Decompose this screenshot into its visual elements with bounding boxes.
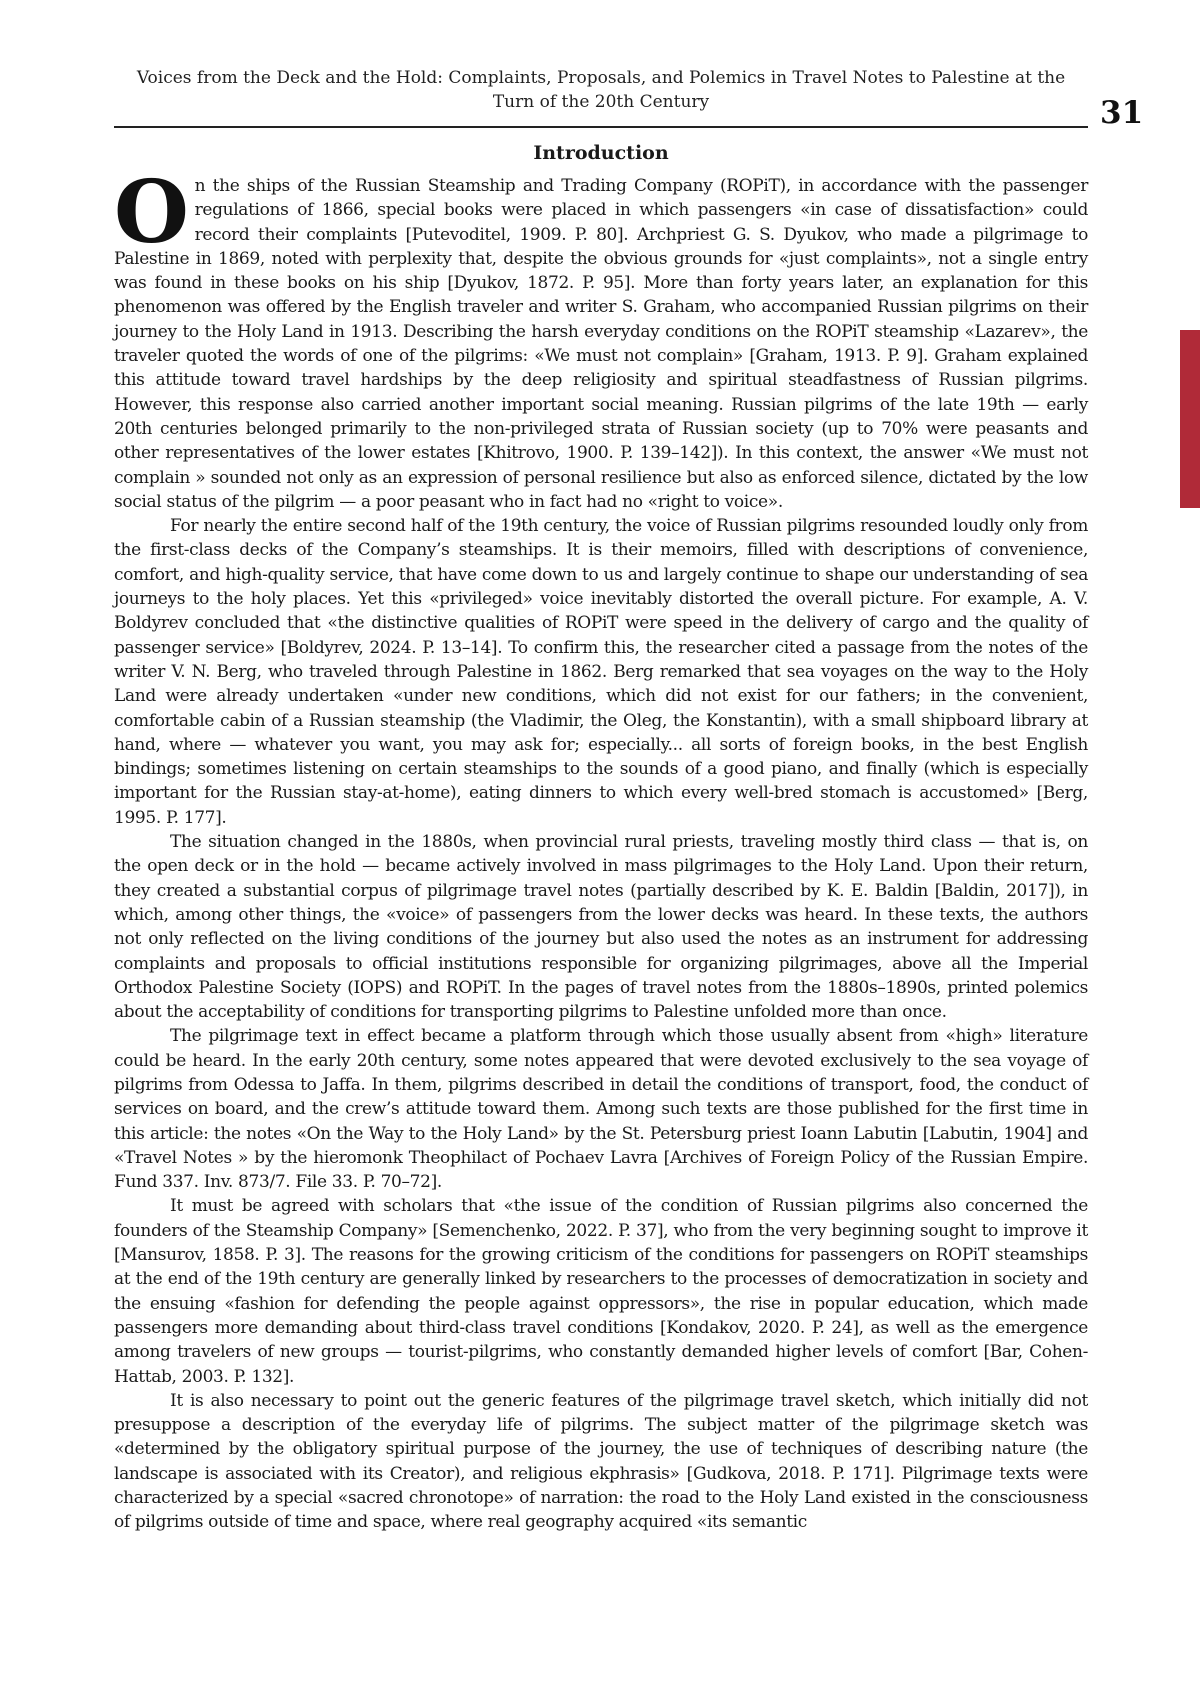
drop-cap: O xyxy=(114,162,189,263)
section-tab-marker xyxy=(1180,330,1200,508)
paragraph-6: It is also necessary to point out the generic features of the pilgrimage travel sketch, which initially did not presuppose a description of the everyday life of pilgrims. The subject matter of the pilgrimage sketch was «determined by the obligatory spiritual purpose of the journey, the use of techniques of describing nature (the landscape is associated with its Creator), and religious ekphrasis» [Gudkova, 2018. P. 171]. Pilgrimage texts were characterized by a special «sacred chronotope» of narration: the road to the Holy Land existed in the consciousness of pilgrims outside of time and space, where real geography acquired «its semantic xyxy=(114,1390,1088,1533)
paragraph-4: The pilgrimage text in effect became a platform through which those usually absent from «high» literature could be heard. In the early 20th century, some notes appeared that were devoted exclusively to the sea voyage of pilgrims from Odessa to Jaffa. In them, pilgrims described in detail the conditions of transport, food, the conduct of services on board, and the crew’s attitude toward them. Among such texts are those published for the first time in this article: the notes «On the Way to the Holy Land» by the St. Petersburg priest Ioann Labutin [Labutin, 1904] and «Travel Notes » by the hieromonk Theophilact of Pochaev Lavra [Archives of Foreign Policy of the Russian Empire. Fund 337. Inv. 873/7. File 33. P. 70–72]. xyxy=(114,1026,1088,1193)
paragraph-5: It must be agreed with scholars that «the issue of the condition of Russian pilgrims also concerned the founders of the Steamship Company» [Semenchenko, 2022. P. 37], who from the very beginning sought to improve it [Mansurov, 1858. P. 3]. The reasons for the growing criticism of the conditions for passengers on ROPiT steamships at the end of the 19th century are generally linked by researchers to the processes of democratization in society and the ensuing «fashion for defending the people against oppressors», the rise in popular education, which made passengers more demanding about third-class travel conditions [Kondakov, 2020. P. 24], as well as the emergence among travelers of new groups — tourist-pilgrims, who constantly demanded higher levels of comfort [Bar, Cohen-Hattab, 2003. P. 132]. xyxy=(114,1196,1088,1387)
header-rule xyxy=(114,126,1088,128)
paragraph-2: For nearly the entire second half of the 19th century, the voice of Russian pilgrims resounded loudly only from the first-class decks of the Company’s steamships. It is their memoirs, filled with descriptions of convenience, comfort, and high-quality service, that have come down to us and largely continue to shape our understanding of sea journeys to the holy places. Yet this «privileged» voice inevitably distorted the overall picture. For example, A. V. Boldyrev concluded that «the distinctive qualities of ROPiT were speed in the delivery of cargo and the quality of passenger service» [Boldyrev, 2024. P. 13–14]. To confirm this, the researcher cited a passage from the notes of the writer V. N. Berg, who traveled through Palestine in 1862. Berg remarked that sea voyages on the way to the Holy Land were already undertaken «under new conditions, which did not exist for our fathers; in the convenient, comfortable cabin of a Russian steamship (the Vladimir, the Oleg, the Konstantin), with a small shipboard library at hand, where — whatever you want, you may ask for; especially... all sorts of foreign books, in the best English bindings; sometimes listening on certain steamships to the sounds of a good piano, and finally (which is especially important for the Russian stay-at-home), eating dinners to which every well-bred stomach is accustomed» [Berg, 1995. P. 177]. xyxy=(114,516,1088,828)
article-body xyxy=(114,162,1088,1535)
section-title: Introduction xyxy=(533,142,669,164)
paragraph-1-text: n the ships of the Russian Steamship and Trading Company (ROPiT), in accordance with the passenger regulations of 1866, special books were placed in which passengers «in case of dissatisfaction» could record their complaints [Putevoditel, 1909. P. 80]. Archpriest G. S. Dyukov, who made a pilgrimage to Palestine in 1869, noted with perplexity that, despite the obvious grounds for «just complaints», not a single entry was found in these books on his ship [Dyukov, 1872. P. 95]. More than forty years later, an explanation for this phenomenon was offered by the English traveler and writer S. Graham, who accompanied Russian pilgrims on their journey to the Holy Land in 1913. Describing the harsh everyday conditions on the ROPiT steamship «Lazarev», the traveler quoted the words of one of the pilgrims: «We must not complain» [Graham, 1913. P. 9]. Graham explained this attitude toward travel hardships by the deep religiosity and spiritual steadfastness of Russian pilgrims. However, this response also carried another important social meaning. Russian pilgrims of the late 19th — early 20th centuries belonged primarily to the non-privileged strata of Russian society (up to 70% were peasants and other representatives of the lower estates [Khitrovo, 1900. P. 139–142]). In this context, the answer «We must not complain » sounded not only as an expression of personal resilience but also as enforced silence, dictated by the low social status of the pilgrim — a poor peasant who in fact had no «right to voice». xyxy=(114,176,1088,512)
paragraph-3: The situation changed in the 1880s, when provincial rural priests, traveling mostly third class — that is, on the open deck or in the hold — became actively involved in mass pilgrimages to the Holy Land. Upon their return, they created a substantial corpus of pilgrimage travel notes (partially described by K. E. Baldin [Baldin, 2017]), in which, among other things, the «voice» of passengers from the lower decks was heard. In these texts, the authors not only reflected on the living conditions of the journey but also used the notes as an instrument for addressing complaints and proposals to official institutions responsible for organizing pilgrimages, above all the Imperial Orthodox Palestine Society (IOPS) and ROPiT. In the pages of travel notes from the 1880s–1890s, printed polemics about the acceptability of conditions for transporting pilgrims to Palestine unfolded more than once. xyxy=(114,832,1088,1023)
running-title: Voices from the Deck and the Hold: Complaints, Proposals, and Polemics in Travel Notes to Palestine at the Turn of the 20th Century xyxy=(136,68,1066,112)
page-number: 31 xyxy=(1100,95,1144,131)
paragraph-1 xyxy=(114,162,1088,514)
